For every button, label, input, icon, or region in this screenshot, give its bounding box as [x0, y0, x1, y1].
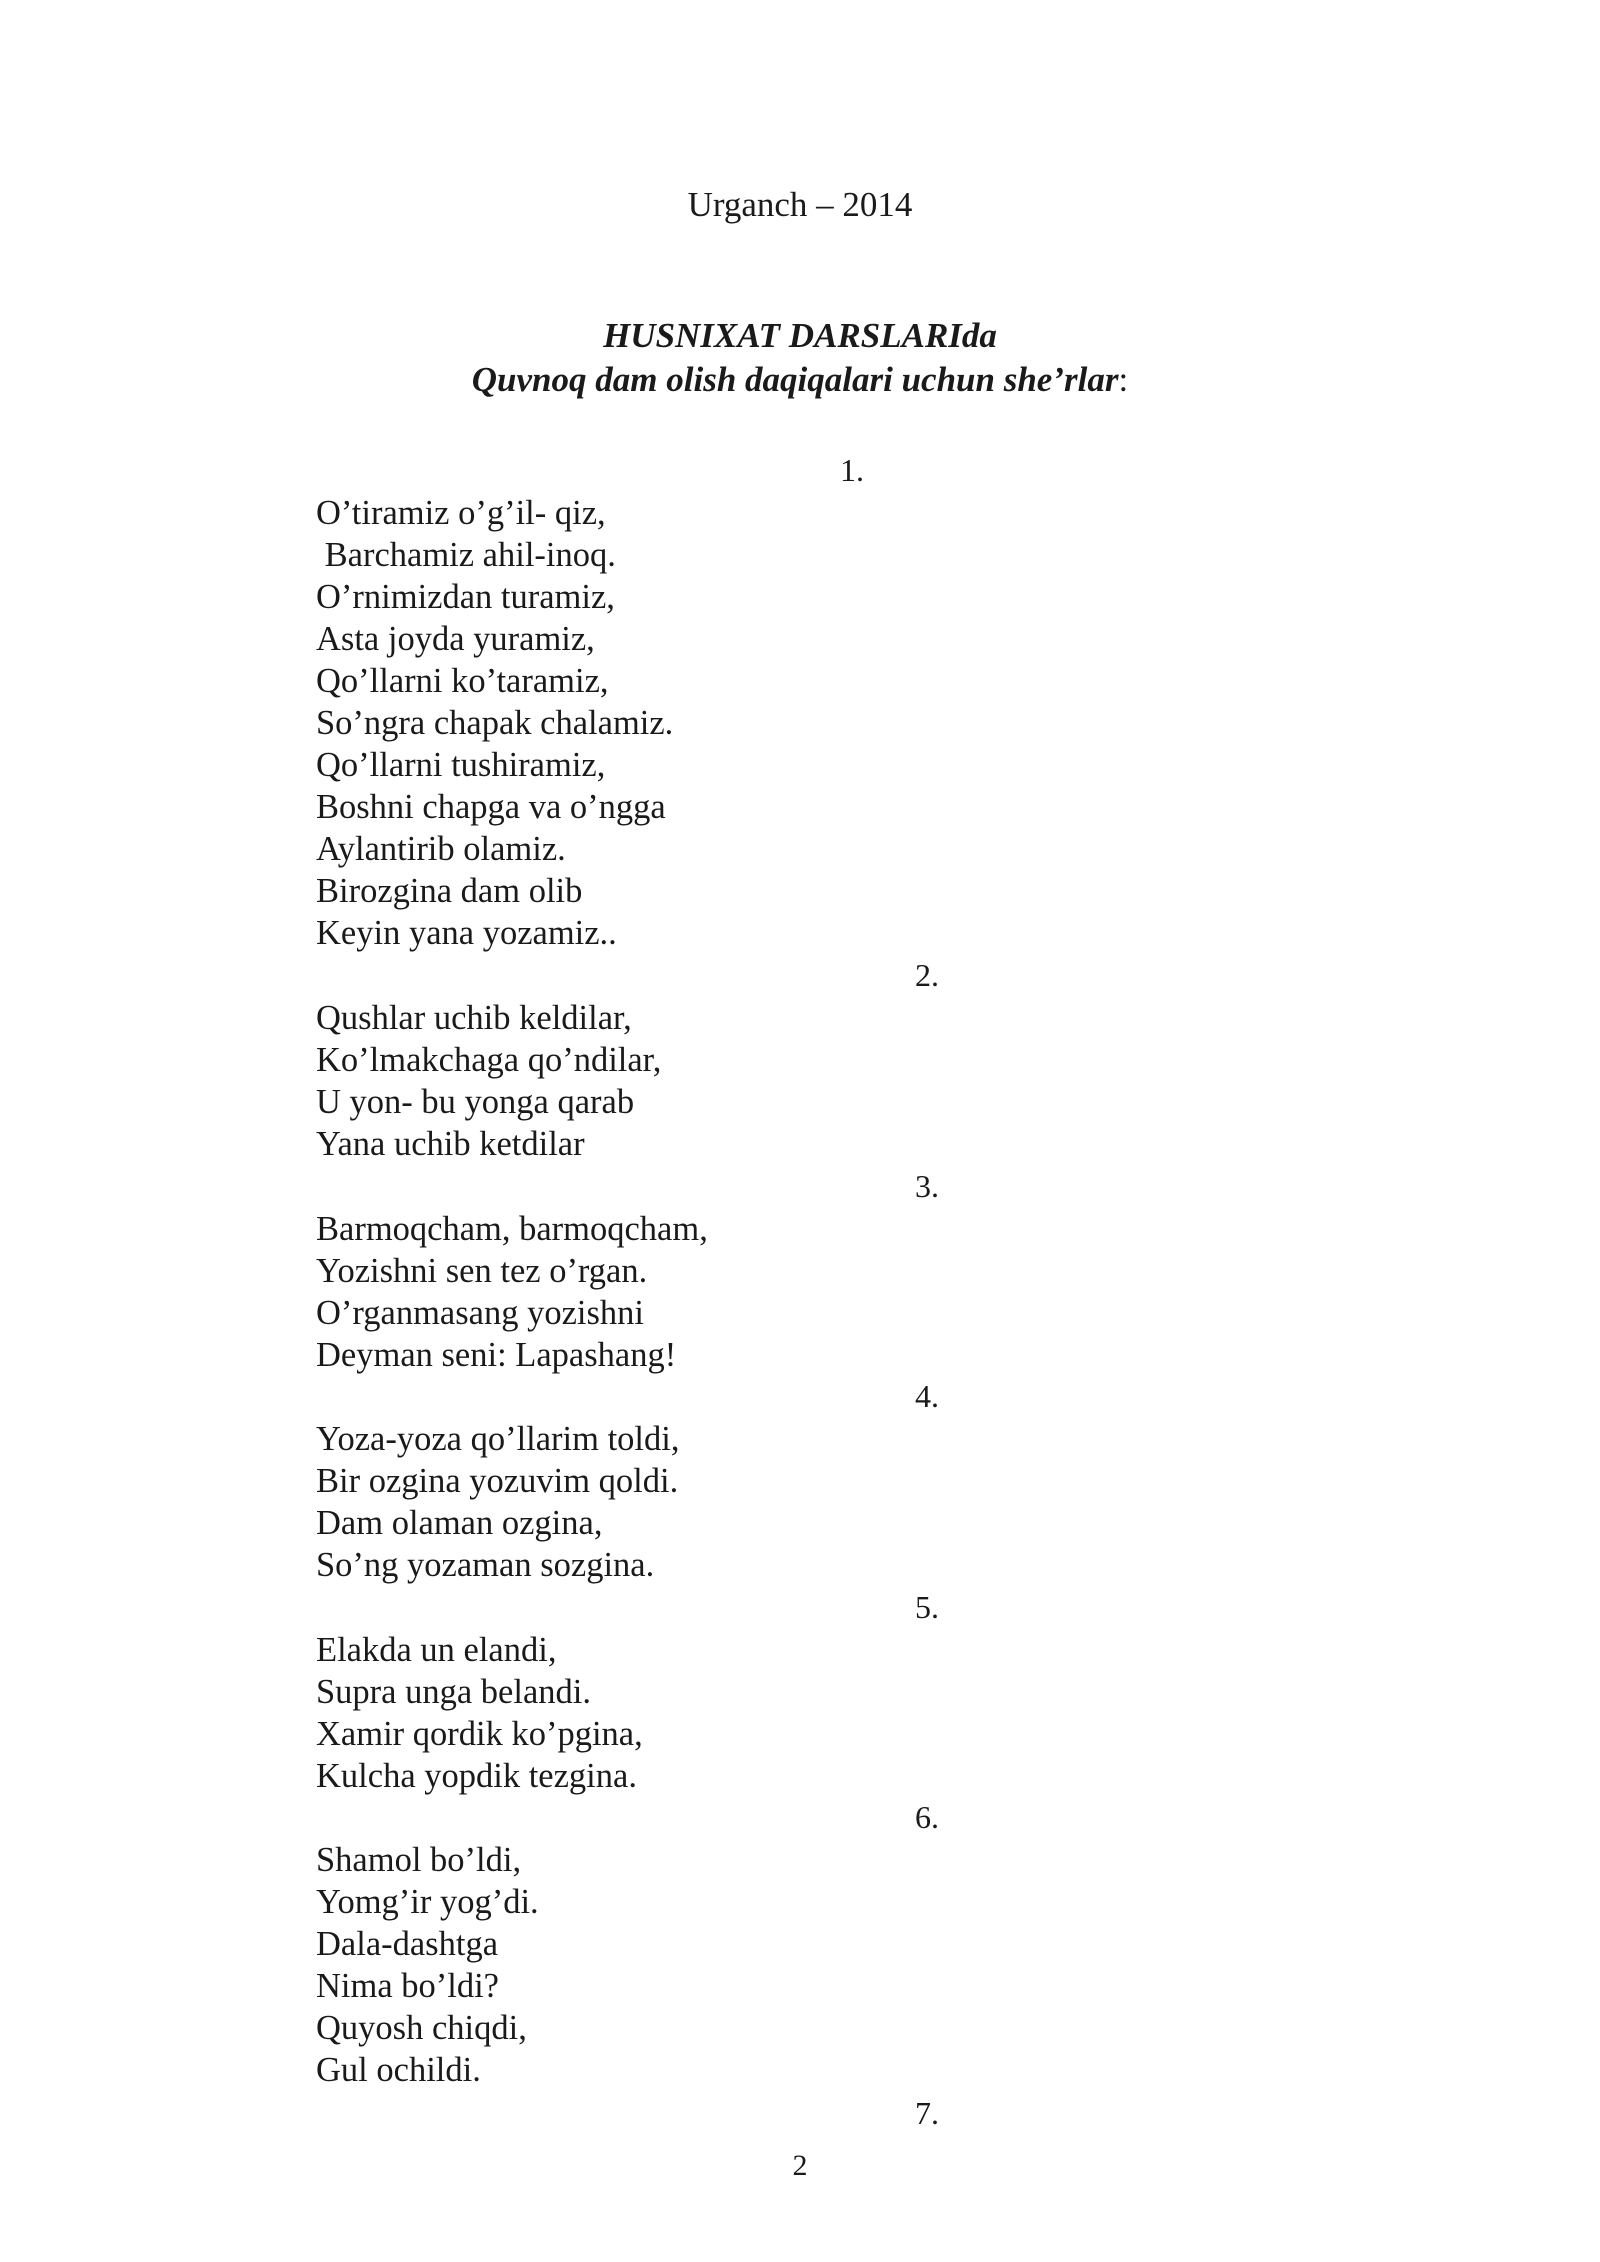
page-number: 2: [792, 2149, 808, 2182]
poem-number: 1.: [840, 452, 864, 488]
poem-line: O’rnimizdan turamiz,: [316, 578, 615, 616]
poem-number: 5.: [915, 1589, 939, 1625]
poem-line: Qo’llarni tushiramiz,: [316, 746, 606, 784]
poem-line: So’ngra chapak chalamiz.: [316, 704, 674, 742]
poem-stanza: [316, 1839, 1216, 2091]
poem-line: O’rganmasang yozishni: [316, 1294, 645, 1332]
poem-line: Boshni chapga va o’ngga: [316, 788, 666, 826]
poem-stanza: [316, 997, 1216, 1165]
poem-number: 3.: [915, 1168, 939, 1204]
poem-line: Asta joyda yuramiz,: [316, 620, 595, 658]
poem-line: Barchamiz ahil-inoq.: [316, 536, 616, 574]
poem-line: Bir ozgina yozuvim qoldi.: [316, 1462, 679, 1500]
poem-line: Quyosh chiqdi,: [316, 2009, 527, 2047]
poem-line: Barmoqcham, barmoqcham,: [316, 1210, 708, 1248]
poem-line: Yoza-yoza qo’llarim toldi,: [316, 1420, 680, 1458]
poem-number: 4.: [915, 1378, 939, 1414]
poem-line: Ko’lmakchaga qo’ndilar,: [316, 1041, 662, 1079]
poem-line: Yana uchib ketdilar: [316, 1125, 585, 1163]
poem-line: Deyman seni: Lapashang!: [316, 1336, 677, 1374]
poem-line: Dam olaman ozgina,: [316, 1504, 603, 1542]
poem-line: Gul ochildi.: [316, 2051, 481, 2089]
poem-line: Keyin yana yozamiz..: [316, 914, 617, 952]
poem-stanza: [316, 492, 1216, 954]
poem-stanza: [316, 1629, 1216, 1797]
poem-line: Yomg’ir yog’di.: [316, 1883, 539, 1921]
poem-line: Xamir qordik ko’pgina,: [316, 1715, 643, 1753]
poem-line: Yozishni sen tez o’rgan.: [316, 1252, 648, 1290]
poem-line: So’ng yozaman sozgina.: [316, 1546, 655, 1584]
poem-number: 7.: [915, 2095, 939, 2131]
document-heading: HUSNIXAT DARSLARIda: [603, 316, 997, 355]
poem-line: U yon- bu yonga qarab: [316, 1083, 635, 1121]
poem-line: Supra unga belandi.: [316, 1673, 591, 1711]
poem-line: O’tiramiz o’g’il- qiz,: [316, 494, 606, 532]
poem-line: Qushlar uchib keldilar,: [316, 999, 632, 1037]
poem-line: Dala-dashtga: [316, 1925, 499, 1963]
poem-line: Birozgina dam olib: [316, 872, 583, 910]
poem-stanza: [316, 1418, 1216, 1586]
poem-line: Kulcha yopdik tezgina.: [316, 1757, 637, 1795]
document-subheading: [0, 359, 1600, 401]
poem-stanza: [316, 1208, 1216, 1376]
poem-line: Shamol bo’ldi,: [316, 1841, 522, 1879]
poem-number: 2.: [915, 957, 939, 993]
poem-line: Qo’llarni ko’taramiz,: [316, 662, 609, 700]
poem-line: Nima bo’ldi?: [316, 1967, 499, 2005]
poem-line: Aylantirib olamiz.: [316, 830, 566, 868]
place-year: Urganch – 2014: [687, 185, 913, 224]
poem-number: 6.: [915, 1799, 939, 1835]
subheading-colon: :: [1118, 360, 1129, 399]
poem-line: Elakda un elandi,: [316, 1631, 557, 1669]
subheading-text: Quvnoq dam olish daqiqalari uchun she’rlar: [471, 360, 1119, 399]
